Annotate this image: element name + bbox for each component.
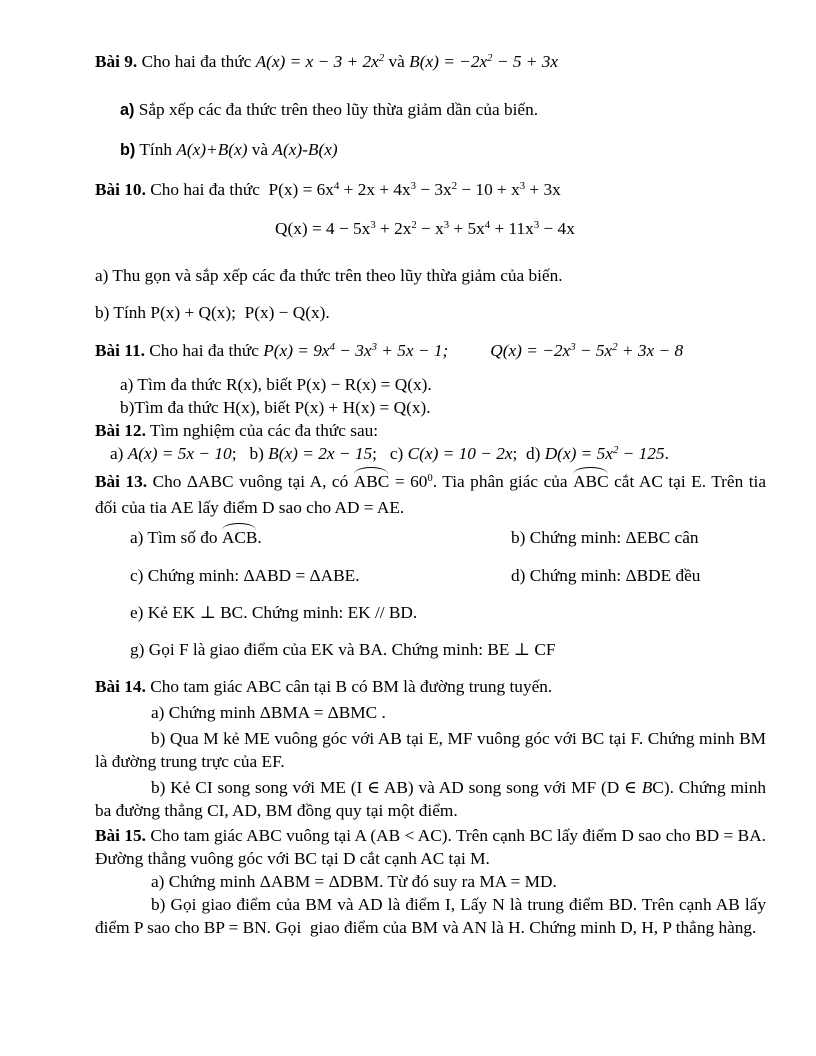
angle-name: ABC: [353, 472, 390, 491]
exercise-label: Bài 9.: [95, 52, 138, 71]
bai9-item-b: [95, 138, 766, 162]
exponent: 3: [519, 180, 526, 193]
exercise-label: Bài 15.: [95, 826, 146, 845]
text-run: e) Kẻ EK ⊥ BC. Chứng minh: EK // BD.: [130, 603, 418, 622]
math-formula: − x: [416, 219, 444, 238]
exponent: 4: [484, 219, 491, 232]
bai10-item-a: [95, 264, 766, 287]
math-formula: Cho hai đa thức P(x) = 6x: [145, 180, 334, 199]
math-formula: P(x) = 9x: [263, 341, 330, 360]
math-formula: + 5x: [449, 219, 485, 238]
math-formula: + 3x − 8: [617, 341, 684, 360]
item-marker: a): [120, 101, 135, 119]
math-formula: + 5x − 1;: [376, 341, 449, 360]
text-run: b) Qua M kẻ ME vuông góc với AB tại E, MF vuông góc với BC tại F. Chứng minh BM là đường trung trực của EF.: [95, 729, 771, 771]
math-formula: + 3x: [525, 180, 561, 199]
text-run: a) Thu gọn và sắp xếp các đa thức trên theo lũy thừa giảm của biến.: [95, 266, 563, 285]
math-formula: Q(x) = 4 − 5x: [275, 219, 371, 238]
bai12-items: [95, 442, 766, 468]
bai14-title: [95, 675, 766, 698]
exponent: 3: [370, 219, 376, 232]
bai14-item-b2: [95, 776, 771, 822]
math-formula: − 4x: [539, 219, 575, 238]
math-formula: A(x) = x − 3 + 2x: [255, 52, 379, 71]
exercise-label: Bài 11.: [95, 341, 145, 360]
angle-name: ACB: [221, 528, 258, 547]
bai10-title: [95, 178, 766, 204]
text-run: .: [257, 528, 262, 547]
exercise-label: Bài 12.: [95, 421, 146, 440]
bai11-item-b: [95, 396, 766, 419]
text-run: b) Gọi giao điểm của BM và AD là điểm I, Lấy N là trung điểm BD. Trên cạnh AB lấy điểm P sao cho BP = BN. Gọi giao điểm của BM và AN là H. Chứng minh D, H, P thẳng hàng.: [95, 895, 771, 937]
text-run: Sắp xếp các đa thức trên theo lũy thừa giảm dần của biến.: [134, 100, 539, 119]
text-run: Tính: [135, 140, 177, 159]
text-run: Cho tam giác ABC cân tại B có BM là đường trung tuyến.: [145, 677, 553, 696]
text-run: c) Chứng minh: ΔABD = ΔABE.: [130, 566, 360, 585]
text-run: B: [641, 778, 653, 797]
text-run: C). Chứng minh ba đường thẳng CI, AD, BM đồng quy tại một điểm.: [95, 778, 771, 820]
math-formula: = 60: [389, 472, 428, 491]
math-formula: B(x) = −2x: [409, 52, 488, 71]
bai13-item-e: [95, 601, 766, 624]
text-run: a) Tìm đa thức R(x), biết P(x) − R(x) = Q(x).: [120, 375, 432, 394]
math-formula: + 11x: [490, 219, 534, 238]
text-run: a) Chứng minh ΔABM = ΔDBM. Từ đó suy ra MA = MD.: [151, 872, 557, 891]
exponent: 2: [411, 219, 417, 232]
exponent: 3: [371, 341, 377, 354]
text-run: cắt AC tại E. Trên tia đối của tia AE lấy điểm D sao cho AD = AE.: [95, 472, 771, 517]
exponent: 2: [612, 341, 618, 354]
bai9-item-a: [95, 98, 766, 122]
bai14-item-a: [95, 701, 766, 724]
bai15-item-b: [95, 893, 771, 939]
math-formula: − 5 + 3x: [492, 52, 559, 71]
math-formula: D(x) = 5x: [544, 444, 613, 463]
bai9-title: [95, 50, 766, 76]
math-formula: A(x)-B(x): [272, 140, 338, 159]
bai13-item-g: [95, 638, 766, 661]
text-run: b) Kẻ CI song song với ME (I ∈ AB) và AD song song với MF (D ∈: [151, 778, 642, 797]
math-formula: − 3x: [334, 341, 372, 360]
text-run: Cho ΔABC vuông tại A, có: [147, 472, 354, 491]
bai15-intro: [95, 824, 771, 870]
text-run: Cho tam giác ABC vuông tại A (AB < AC). Trên cạnh BC lấy điểm D sao cho BD = BA. Đường thẳng vuông góc với BC tại D cắt cạnh AC tại M.: [95, 826, 771, 868]
exponent: 2: [451, 180, 458, 193]
bai13-row-ab: [95, 526, 766, 549]
bai13-intro: [95, 470, 771, 519]
math-formula: − 3x: [416, 180, 452, 199]
text-run: d) Chứng minh: ΔBDE đều: [511, 566, 701, 585]
bai13-row-cd: [95, 564, 766, 587]
exponent: 4: [329, 341, 335, 354]
math-formula: − 10 + x: [457, 180, 520, 199]
math-formula: C(x) = 10 − 2x: [407, 444, 513, 463]
item-marker: ; b): [231, 444, 269, 463]
exponent: 3: [410, 180, 417, 193]
math-formula: − 125: [618, 444, 665, 463]
text-run: b) Chứng minh: ΔEBC cân: [511, 528, 699, 547]
text-run: . Tia phân giác của: [432, 472, 574, 491]
math-formula: Q(x) = −2x: [490, 341, 571, 360]
exercise-label: Bài 13.: [95, 472, 148, 491]
exponent: 3: [533, 219, 540, 232]
exponent: 4: [333, 180, 340, 193]
math-formula: + 2x: [375, 219, 412, 238]
text-run: a) Tìm số đo: [130, 528, 222, 547]
text-run: a) Chứng minh ΔBMA = ΔBMC .: [151, 703, 386, 722]
exponent: 0: [427, 472, 433, 485]
bai11-item-a: [95, 373, 766, 396]
text-run: Cho hai đa thức: [137, 52, 256, 71]
math-formula: A(x)+B(x): [176, 140, 248, 159]
item-marker: a): [110, 444, 128, 463]
bai10-item-b: [95, 301, 766, 324]
item-marker: b): [120, 141, 136, 159]
bai12-title: [95, 419, 766, 442]
text-run: .: [664, 444, 669, 463]
text-run: b) Tính P(x) + Q(x); P(x) − Q(x).: [95, 303, 330, 322]
math-formula: A(x) = 5x − 10: [127, 444, 232, 463]
item-marker: ; c): [372, 444, 408, 463]
bai14-item-b1: [95, 727, 771, 773]
bai10-qx: [95, 217, 766, 243]
text-run: và: [247, 140, 273, 159]
text-run: b)Tìm đa thức H(x), biết P(x) + H(x) = Q(x).: [120, 398, 431, 417]
exponent: 2: [487, 52, 493, 65]
text-run: và: [384, 52, 410, 71]
angle-name: ABC: [573, 472, 609, 491]
exponent: 3: [443, 219, 450, 232]
exponent: 2: [378, 52, 385, 65]
text-run: g) Gọi F là giao điểm của EK và BA. Chứng minh: BE ⊥ CF: [130, 640, 556, 659]
text-run: Cho hai đa thức: [144, 341, 264, 360]
exponent: 3: [570, 341, 576, 354]
bai15-item-a: [95, 870, 766, 893]
math-formula: + 2x + 4x: [339, 180, 411, 199]
exercise-label: Bài 14.: [95, 677, 146, 696]
math-formula: B(x) = 2x − 15: [268, 444, 373, 463]
math-formula: − 5x: [575, 341, 613, 360]
text-run: Tìm nghiệm của các đa thức sau:: [145, 421, 379, 440]
exponent: 2: [612, 444, 619, 457]
item-marker: ; d): [512, 444, 545, 463]
bai11-title: [95, 339, 766, 365]
exercise-label: Bài 10.: [95, 180, 146, 199]
